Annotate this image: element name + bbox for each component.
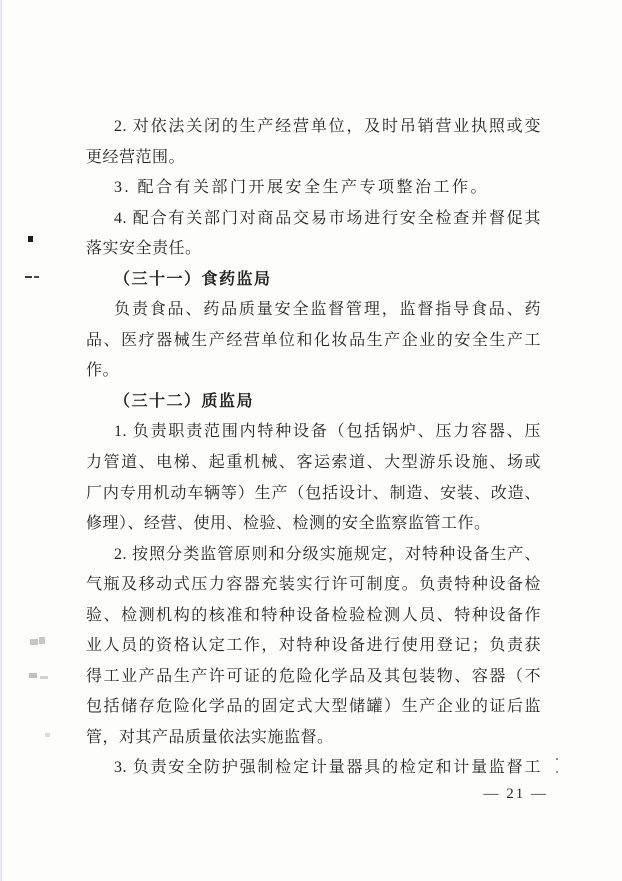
scan-speck xyxy=(556,758,558,760)
scan-speck xyxy=(29,673,37,678)
document-line: 1. 负责职责范围内特种设备（包括锅炉、压力容器、压 xyxy=(114,423,541,441)
document-line: 验、检测机构的核准和特种设备检验检测人员、特种设备作 xyxy=(86,606,541,624)
document-line: 3. 配合有关部门开展安全生产专项整治工作。 xyxy=(114,179,490,197)
document-line: 管，对其产品质量依法实施监督。 xyxy=(86,728,334,746)
document-line: 厂内专用机动车辆等）生产（包括设计、制造、安装、改造、 xyxy=(86,484,541,502)
scan-speck xyxy=(34,276,39,278)
scan-speck xyxy=(45,733,50,737)
document-line: 落实安全责任。 xyxy=(86,240,202,258)
document-line: 负责食品、药品质量安全监督管理，监督指导食品、药 xyxy=(114,301,541,319)
section-heading: （三十二）质监局 xyxy=(114,392,255,410)
document-line: 作。 xyxy=(86,362,120,380)
document-line: 2. 按照分类监管原则和分级实施规定，对特种设备生产、 xyxy=(114,545,541,563)
document-line: 品、医疗器械生产经营单位和化妆品生产企业的安全生产工 xyxy=(86,331,541,349)
document-line: 包括储存危险化学品的固定式大型储罐）生产企业的证后监 xyxy=(86,698,541,716)
document-line: 业人员的资格认定工作，对特种设备进行使用登记；负责获 xyxy=(86,637,541,655)
scan-speck xyxy=(39,637,45,644)
document-line: 2. 对依法关闭的生产经营单位，及时吊销营业执照或变 xyxy=(114,118,541,135)
section-heading: （三十一）食药监局 xyxy=(114,270,272,288)
document-line: 得工业产品生产许可证的危险化学品及其包装物、容器（不 xyxy=(86,667,541,685)
document-body xyxy=(86,112,541,784)
page-number: — 21 — xyxy=(483,786,548,802)
document-line: 3. 负责安全防护强制检定计量器具的检定和计量监督工 xyxy=(114,759,541,777)
scan-speck xyxy=(25,276,32,278)
scan-speck xyxy=(40,676,48,679)
document-line: 气瓶及移动式压力容器充装实行许可制度。负责特种设备检 xyxy=(86,576,541,594)
scan-speck xyxy=(28,236,33,242)
scan-edge-artifact xyxy=(0,0,2,881)
document-line: 更经营范围。 xyxy=(86,148,186,166)
document-line: 力管道、电梯、起重机械、客运索道、大型游乐设施、场或 xyxy=(86,454,541,472)
document-line: 4. 配合有关部门对商品交易市场进行安全检查并督促其 xyxy=(114,209,541,227)
document-line: 修理）、经营、使用、检验、检测的安全监察监管工作。 xyxy=(86,515,491,533)
scan-speck xyxy=(30,639,38,645)
scan-speck xyxy=(556,771,558,773)
